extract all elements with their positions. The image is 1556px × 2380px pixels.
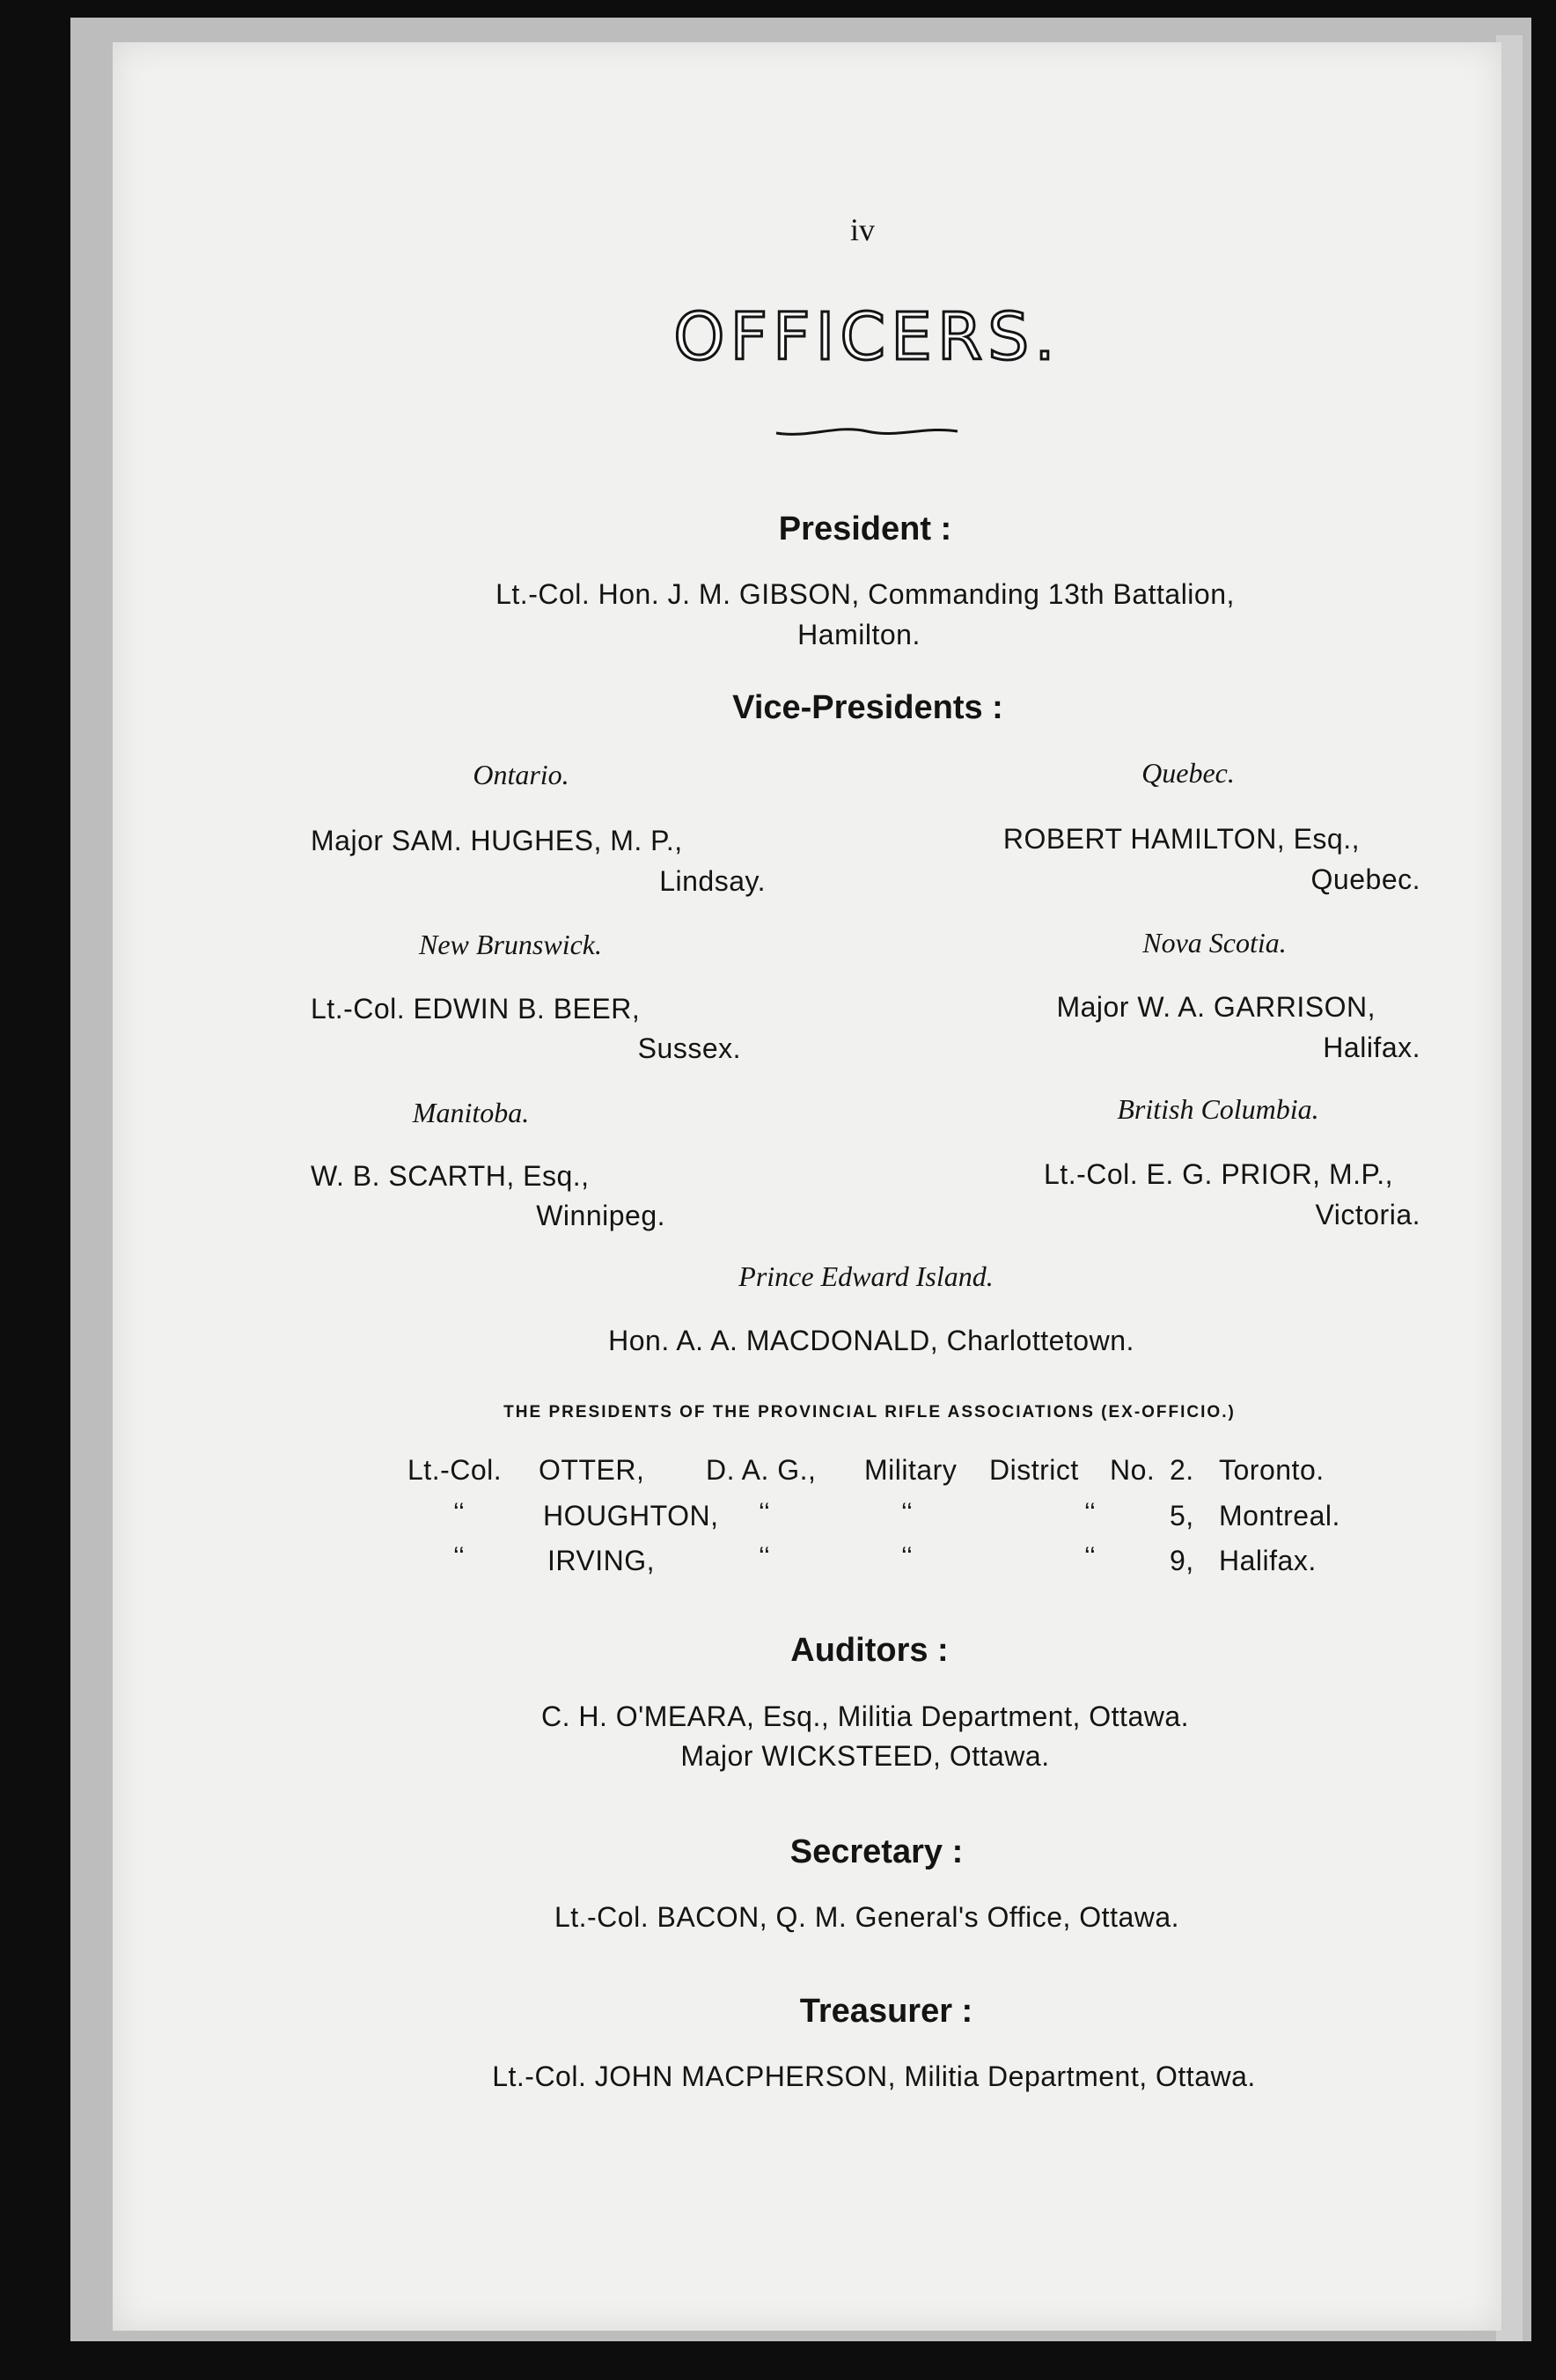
ex-officio-place: Toronto.	[1219, 1454, 1325, 1486]
british-columbia-place: Victoria.	[1315, 1199, 1420, 1230]
ex-officio-number: 2.	[1170, 1454, 1194, 1486]
province-ontario: Ontario.	[473, 759, 569, 790]
ex-officio-title: D. A. G.,	[706, 1454, 817, 1486]
new-brunswick-place: Sussex.	[637, 1032, 741, 1064]
ex-officio-number: 5,	[1170, 1500, 1194, 1532]
ex-officio-district-word: District	[989, 1454, 1079, 1486]
ex-officio-number: 9,	[1170, 1545, 1194, 1576]
province-manitoba: Manitoba.	[412, 1097, 530, 1128]
manitoba-place: Winnipeg.	[536, 1200, 665, 1231]
president-city: Hamilton.	[797, 619, 921, 650]
ex-officio-name: HOUGHTON,	[543, 1500, 719, 1532]
auditor-line-1: C. H. O'MEARA, Esq., Militia Department, Ottawa.	[540, 1701, 1190, 1732]
new-brunswick-officer: Lt.-Col. EDWIN B. BEER,	[311, 993, 641, 1025]
nova-scotia-place: Halifax.	[1323, 1032, 1420, 1063]
ex-officio-name: OTTER,	[539, 1454, 645, 1486]
ditto-mark: ‘‘	[1084, 1498, 1096, 1527]
ditto-mark: ‘‘	[901, 1542, 913, 1571]
province-pei: Prince Edward Island.	[738, 1260, 994, 1292]
ditto-mark: ‘‘	[1084, 1542, 1096, 1571]
vice-presidents-heading: Vice-Presidents :	[732, 689, 1003, 726]
secretary-heading: Secretary :	[789, 1833, 964, 1870]
ditto-mark: ‘‘	[453, 1542, 465, 1571]
province-british-columbia: British Columbia.	[1117, 1093, 1319, 1125]
ex-officio-rank: Lt.-Col.	[407, 1454, 503, 1486]
ex-officio-no: No.	[1110, 1454, 1156, 1486]
quebec-officer: ROBERT HAMILTON, Esq.,	[1002, 823, 1360, 855]
ditto-mark: ‘‘	[453, 1498, 465, 1527]
auditor-line-2: Major WICKSTEED, Ottawa.	[680, 1740, 1050, 1772]
ex-officio-place: Montreal.	[1219, 1500, 1340, 1532]
nova-scotia-officer: Major W. A. GARRISON,	[1056, 991, 1376, 1023]
president-heading: President :	[778, 511, 952, 547]
treasurer-heading: Treasurer :	[799, 1993, 973, 2030]
president-line: Lt.-Col. Hon. J. M. GIBSON, Commanding 13th Battalion,	[495, 578, 1235, 610]
page-title: OFFICERS.	[673, 299, 1061, 375]
quebec-place: Quebec.	[1310, 863, 1420, 895]
ex-officio-place: Halifax.	[1219, 1545, 1317, 1576]
secretary-line: Lt.-Col. BACON, Q. M. General's Office, Ottawa.	[554, 1901, 1180, 1933]
ex-officio-district: Military	[864, 1454, 958, 1486]
title-flourish	[774, 421, 959, 442]
manitoba-officer: W. B. SCARTH, Esq.,	[311, 1160, 590, 1192]
ex-officio-heading: THE PRESIDENTS OF THE PROVINCIAL RIFLE ASSOCIATIONS (EX-OFFICIO.)	[503, 1403, 1236, 1421]
ontario-place: Lindsay.	[659, 865, 766, 897]
province-quebec: Quebec.	[1141, 757, 1235, 789]
british-columbia-officer: Lt.-Col. E. G. PRIOR, M.P.,	[1044, 1158, 1393, 1190]
auditors-heading: Auditors :	[790, 1632, 949, 1669]
treasurer-line: Lt.-Col. JOHN MACPHERSON, Militia Department, Ottawa.	[492, 2060, 1256, 2092]
page-number: iv	[849, 212, 876, 247]
ontario-officer: Major SAM. HUGHES, M. P.,	[311, 825, 683, 856]
province-nova-scotia: Nova Scotia.	[1142, 927, 1287, 959]
ditto-mark: ‘‘	[901, 1498, 913, 1527]
ex-officio-name: IRVING,	[547, 1545, 656, 1576]
ditto-mark: ‘‘	[759, 1542, 770, 1571]
ditto-mark: ‘‘	[759, 1498, 770, 1527]
province-new-brunswick: New Brunswick.	[419, 929, 602, 960]
pei-officer: Hon. A. A. MACDONALD, Charlottetown.	[608, 1325, 1134, 1356]
